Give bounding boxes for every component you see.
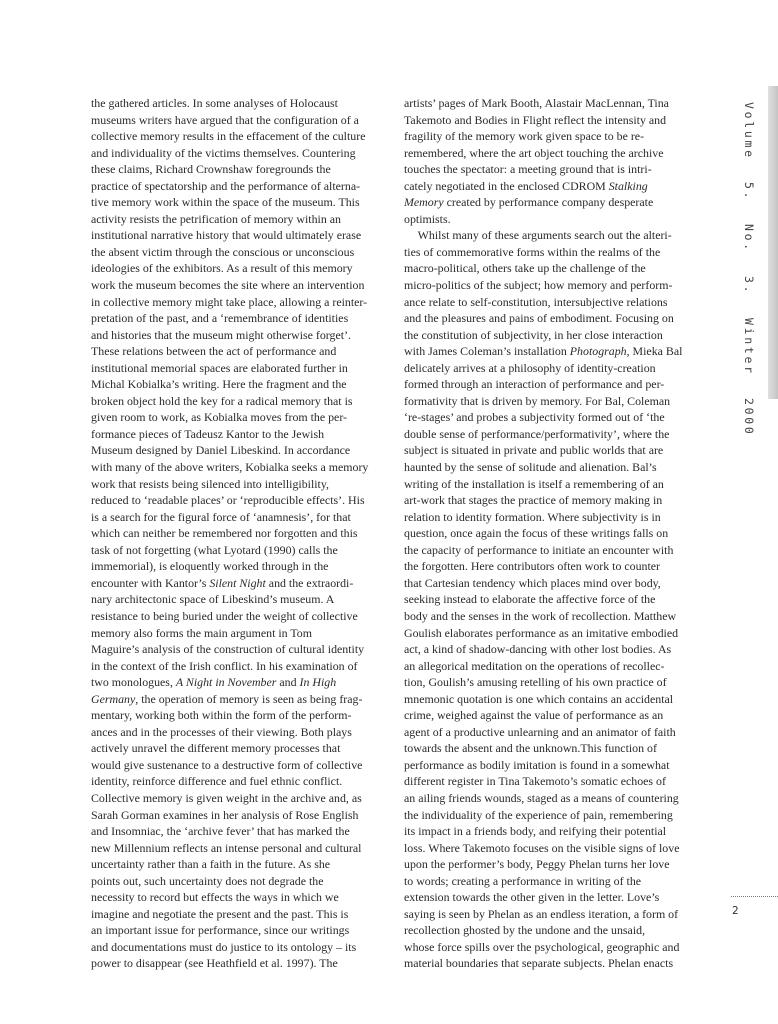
text-line — [91, 442, 377, 459]
line-text: an important issue for performance, since our writings — [91, 923, 350, 938]
text-line — [91, 227, 377, 244]
line-text: and histories that the museum might otherwise forget’. — [91, 327, 352, 342]
text-line — [91, 823, 377, 840]
line-text: different register in Tina Takemoto’s somatic echoes of — [404, 774, 666, 789]
line-text: double sense of performance/performativity’, where the — [404, 426, 670, 441]
issue-year: 2000 — [742, 398, 756, 437]
text-line — [404, 376, 694, 393]
text-line — [91, 260, 377, 277]
line-text: the gathered articles. In some analyses of Holocaust — [91, 96, 338, 110]
text-line — [404, 393, 694, 410]
text-line — [404, 492, 694, 509]
line-text: encounter with Kantor’s — [91, 575, 210, 590]
line-text: micro-politics of the subject; how memory and perform- — [404, 278, 673, 293]
line-text: memory also forms the main argument in Tom — [91, 625, 312, 640]
line-text: actively unravel the different memory processes that — [91, 741, 341, 756]
line-text: power to disappear (see Heathfield et al. 1997). The — [91, 956, 338, 971]
text-line — [404, 674, 694, 691]
text-line — [404, 757, 694, 774]
line-text: uncertainty rather than a faith in the future. As she — [91, 857, 331, 872]
text-line — [91, 757, 377, 774]
line-text: pretation of the past, and a ‘remembrance of identities — [91, 311, 349, 326]
text-line — [91, 327, 377, 344]
line-text: which can neither be remembered nor forgotten and this — [91, 526, 358, 541]
text-line — [404, 145, 694, 162]
text-line — [91, 244, 377, 261]
line-text: nary architectonic space of Libeskind’s museum. A — [91, 592, 335, 607]
line-text: mentary, working both within the form of the perform- — [91, 708, 352, 723]
text-line — [404, 591, 694, 608]
text-line — [404, 194, 694, 211]
text-line — [91, 591, 377, 608]
text-line — [404, 955, 694, 972]
italic-title: A Night in November — [175, 675, 277, 690]
line-text: act, a kind of shadow-dancing with other lost bodies. As — [404, 642, 672, 657]
text-line — [91, 674, 377, 691]
text-line — [91, 178, 377, 195]
line-text: these claims, Richard Crownshaw foregrounds the — [91, 162, 331, 177]
journal-running-head — [742, 102, 756, 450]
line-text: Michal Kobialka’s writing. Here the fragment and the — [91, 377, 347, 392]
italic-title: Germany — [91, 691, 136, 706]
text-line — [91, 608, 377, 625]
line-text: institutional memorial spaces are elaborated further in — [91, 360, 348, 375]
line-text: agent of a productive unlearning and an animator of faith — [404, 724, 676, 739]
page-number: 2 — [732, 905, 739, 917]
issue-number: 3. — [742, 275, 756, 295]
line-text: and Insomniac, the ‘archive fever’ that has marked the — [91, 824, 350, 839]
text-column-right — [404, 95, 694, 972]
line-text: touches the spectator: a meeting ground that is intri- — [404, 162, 652, 177]
text-line — [91, 112, 377, 129]
text-line — [91, 542, 377, 559]
line-text: question, once again the focus of these writings falls on — [404, 526, 669, 541]
text-line — [91, 724, 377, 741]
line-text: These relations between the act of performance and — [91, 344, 337, 359]
line-text: subject is situated in private and public worlds that are — [404, 443, 664, 458]
text-line — [404, 509, 694, 526]
text-line — [404, 112, 694, 129]
text-line — [91, 525, 377, 542]
line-text: resistance to being buried under the weight of collective — [91, 608, 358, 623]
dotted-rule — [731, 896, 778, 897]
text-line — [91, 625, 377, 642]
text-line — [91, 575, 377, 592]
text-line — [404, 922, 694, 939]
text-line — [91, 277, 377, 294]
line-text: museums writers have argued that the configuration of a — [91, 112, 359, 127]
line-text: delicately arrives at a philosophy of identity-creation — [404, 360, 656, 375]
line-text: with James Coleman’s installation — [404, 344, 570, 359]
line-text: ideologies of the exhibitors. As a result of this memory — [91, 261, 353, 276]
line-text: an ailing friends wounds, staged as a means of countering — [404, 790, 679, 805]
line-text: upon the performer’s body, Peggy Phelan turns her love — [404, 857, 670, 872]
line-text: institutional narrative history that would ultimately erase — [91, 228, 362, 243]
line-text: the forgotten. Here contributors often work to counter — [404, 559, 661, 574]
text-line — [91, 558, 377, 575]
line-text: immemorial), is eloquently worked through in the — [91, 559, 329, 574]
italic-title: In High — [299, 675, 337, 690]
text-line — [91, 807, 377, 824]
line-text: formance pieces of Tadeusz Kantor to the Jewish — [91, 426, 325, 441]
edge-gray-bar — [768, 86, 778, 399]
line-text: formativity that is driven by memory. For Bal, Coleman — [404, 393, 671, 408]
line-text: Collective memory is given weight in the archive and, as — [91, 790, 362, 805]
text-line — [404, 442, 694, 459]
line-text: imagine and negotiate the present and the past. This is — [91, 906, 349, 921]
text-line — [91, 476, 377, 493]
line-text: whose force spills over the psychological, geographic and — [404, 939, 680, 954]
italic-title: Stalking — [608, 178, 648, 193]
line-text: an allegorical meditation on the operations of recollec- — [404, 658, 665, 673]
text-line — [404, 641, 694, 658]
text-line — [404, 840, 694, 857]
line-text: Goulish elaborates performance as an imitative embodied — [404, 625, 679, 640]
line-text: practice of spectatorship and the performance of alterna- — [91, 178, 361, 193]
text-line — [404, 459, 694, 476]
text-line — [404, 327, 694, 344]
text-line — [91, 707, 377, 724]
text-line — [404, 343, 694, 360]
text-line — [404, 260, 694, 277]
line-text: seeking instead to elaborate the affective force of the — [404, 592, 656, 607]
text-line — [404, 360, 694, 377]
text-line — [91, 360, 377, 377]
line-text: collective memory results in the effacement of the culture — [91, 129, 366, 144]
text-line — [404, 691, 694, 708]
line-text: and documentations must do justice to its ontology – its — [91, 939, 357, 954]
line-text: formed through an interaction of performance and per- — [404, 377, 665, 392]
line-text: the individuality of the experience of pain, remembering — [404, 807, 673, 822]
line-text: and individuality of the victims themselves. Countering — [91, 145, 356, 160]
line-text: writing of the installation is itself a remembering of an — [404, 476, 664, 491]
text-line — [404, 740, 694, 757]
line-text: given room to work, as Kobialka moves from the per- — [91, 410, 348, 425]
line-text: task of not forgetting (what Lyotard (1990) calls the — [91, 542, 338, 557]
text-line — [91, 856, 377, 873]
line-text: haunted by the sense of solitude and alienation. Bal’s — [404, 460, 657, 475]
text-line — [91, 211, 377, 228]
text-line — [91, 409, 377, 426]
line-text: its impact in a friends body, and reifying their potential — [404, 824, 667, 839]
line-text: broken object hold the key for a radical memory that is — [91, 393, 353, 408]
line-text: Maguire’s analysis of the construction of cultural identity — [91, 642, 365, 657]
text-line — [404, 807, 694, 824]
line-text: to words; creating a performance in writing of the — [404, 873, 642, 888]
text-line — [404, 625, 694, 642]
line-text: art-work that stages the practice of memory making in — [404, 493, 663, 508]
line-text: Takemoto and Bodies in Flight reflect the intensity and — [404, 112, 667, 127]
text-line — [91, 873, 377, 890]
line-text: and the pleasures and pains of embodiment. Focusing on — [404, 311, 674, 326]
line-text: points out, such uncertainty does not degrade the — [91, 873, 324, 888]
text-line — [404, 525, 694, 542]
line-text: that Cartesian tendency which places mind over body, — [404, 575, 661, 590]
line-text: the capacity of performance to initiate an encounter with — [404, 542, 674, 557]
line-text: work that resists being silenced into intelligibility, — [91, 476, 329, 491]
line-text: relation to identity formation. Where subjectivity is in — [404, 509, 661, 524]
text-line — [91, 740, 377, 757]
text-line — [404, 161, 694, 178]
text-line — [91, 343, 377, 360]
text-line — [91, 922, 377, 939]
line-text: extension towards the other given in the letter. Love’s — [404, 890, 660, 905]
line-text: cately negotiated in the enclosed CDROM — [404, 178, 609, 193]
text-line — [404, 889, 694, 906]
line-text: artists’ pages of Mark Booth, Alastair MacLennan, Tina — [404, 96, 669, 110]
text-line — [91, 194, 377, 211]
text-line — [404, 178, 694, 195]
text-line — [404, 724, 694, 741]
text-line — [91, 773, 377, 790]
text-line — [404, 542, 694, 559]
line-text: created by performance company desperate — [443, 195, 654, 210]
text-line — [404, 409, 694, 426]
line-text: tion, Goulish’s amusing retelling of his own practice of — [404, 675, 667, 690]
line-text: fragility of the memory work given space to be re- — [404, 129, 645, 144]
line-text: crime, weighed against the value of performance as an — [404, 708, 664, 723]
text-line — [404, 211, 694, 228]
line-text: Museum designed by Daniel Libeskind. In accordance — [91, 443, 351, 458]
line-text: identity, reinforce difference and fuel ethnic conflict. — [91, 774, 343, 789]
line-text: and the extraordi- — [265, 575, 354, 590]
text-line — [404, 95, 694, 112]
line-text: , the operation of memory is seen as being frag- — [135, 691, 363, 706]
text-line — [91, 790, 377, 807]
line-text: in collective memory might take place, allowing a reinter- — [91, 294, 368, 309]
text-line — [404, 310, 694, 327]
line-text: is a search for the figural force of ‘anamnesis’, for that — [91, 509, 351, 524]
text-line — [91, 939, 377, 956]
text-line — [404, 558, 694, 575]
text-line — [91, 658, 377, 675]
line-text: towards the absent and the unknown.This function of — [404, 741, 657, 756]
text-line — [91, 145, 377, 162]
line-text: two monologues, — [91, 675, 176, 690]
line-text: activity resists the petrification of memory within an — [91, 211, 341, 226]
issue-season: Winter — [742, 317, 756, 376]
text-line — [404, 906, 694, 923]
text-line — [404, 790, 694, 807]
text-line — [91, 889, 377, 906]
text-line — [91, 641, 377, 658]
text-line — [91, 691, 377, 708]
text-line — [91, 509, 377, 526]
text-line — [91, 492, 377, 509]
text-line — [404, 856, 694, 873]
line-text: and — [276, 675, 300, 690]
line-text: ties of commemorative forms within the realms of the — [404, 244, 661, 259]
line-text: , Mieka Bal — [626, 344, 683, 359]
text-line — [404, 128, 694, 145]
line-text: Sarah Gorman examines in her analysis of Rose English — [91, 807, 359, 822]
italic-title: Silent Night — [209, 575, 266, 590]
line-text: material boundaries that separate subjects. Phelan enacts — [404, 956, 674, 971]
line-text: work the museum becomes the site where an intervention — [91, 278, 365, 293]
line-text: loss. Where Takemoto focuses on the visible signs of love — [404, 840, 680, 855]
issue-label: No. — [742, 224, 756, 254]
line-text: body and the senses in the work of recollection. Matthew — [404, 608, 677, 623]
line-text: performance as bodily imitation is found in a somewhat — [404, 757, 670, 772]
line-text: would give sustenance to a destructive form of collective — [91, 757, 363, 772]
text-line — [91, 294, 377, 311]
line-text: saying is seen by Phelan as an endless iteration, a form of — [404, 906, 679, 921]
text-line — [404, 244, 694, 261]
text-line — [404, 658, 694, 675]
line-text: ances and in the processes of their viewing. Both plays — [91, 724, 352, 739]
line-text: macro-political, others take up the challenge of the — [404, 261, 646, 276]
line-text: tive memory work within the space of the museum. This — [91, 195, 360, 210]
italic-title: Photograph — [569, 344, 627, 359]
text-line — [91, 840, 377, 857]
line-text: necessity to record but effects the ways in which we — [91, 890, 339, 905]
line-text: ‘re-stages’ and probes a subjectivity formed out of ‘the — [404, 410, 665, 425]
text-line — [404, 873, 694, 890]
text-line — [91, 393, 377, 410]
line-text: Whilst many of these arguments search out the alteri- — [417, 228, 672, 243]
line-text: the constitution of subjectivity, in her close interaction — [404, 327, 663, 342]
text-line — [404, 608, 694, 625]
text-line — [404, 277, 694, 294]
text-line — [404, 476, 694, 493]
line-text: mnemonic quotation is one which contains an accidental — [404, 691, 674, 706]
text-line — [91, 95, 377, 112]
volume-label: Volume — [742, 102, 756, 160]
line-text: optimists. — [404, 211, 451, 226]
text-column-left — [91, 95, 377, 972]
text-line — [404, 773, 694, 790]
italic-title: Memory — [404, 195, 444, 210]
line-text: remembered, where the art object touching the archive — [404, 145, 664, 160]
text-line — [91, 906, 377, 923]
text-line — [404, 823, 694, 840]
text-line — [91, 459, 377, 476]
text-line — [91, 955, 377, 972]
text-line — [404, 294, 694, 311]
line-text: new Millennium reflects an intense personal and cultural — [91, 840, 362, 855]
text-line — [404, 227, 694, 244]
text-line — [404, 939, 694, 956]
line-text: ance relate to self-constitution, intersubjective relations — [404, 294, 668, 309]
text-line — [404, 707, 694, 724]
text-line — [91, 426, 377, 443]
line-text: the absent victim through the conscious or unconscious — [91, 244, 355, 259]
text-line — [404, 426, 694, 443]
line-text: recollection ghosted by the undone and the unsaid, — [404, 923, 646, 938]
line-text: reduced to ‘readable places’ or ‘reproducible effects’. His — [91, 493, 365, 508]
text-line — [91, 310, 377, 327]
text-line — [404, 575, 694, 592]
line-text: in the context of the Irish conflict. In his examination of — [91, 658, 358, 673]
volume-number: 5. — [742, 182, 756, 202]
text-line — [91, 376, 377, 393]
line-text: with many of the above writers, Kobialka seeks a memory — [91, 460, 369, 475]
text-line — [91, 161, 377, 178]
text-line — [91, 128, 377, 145]
